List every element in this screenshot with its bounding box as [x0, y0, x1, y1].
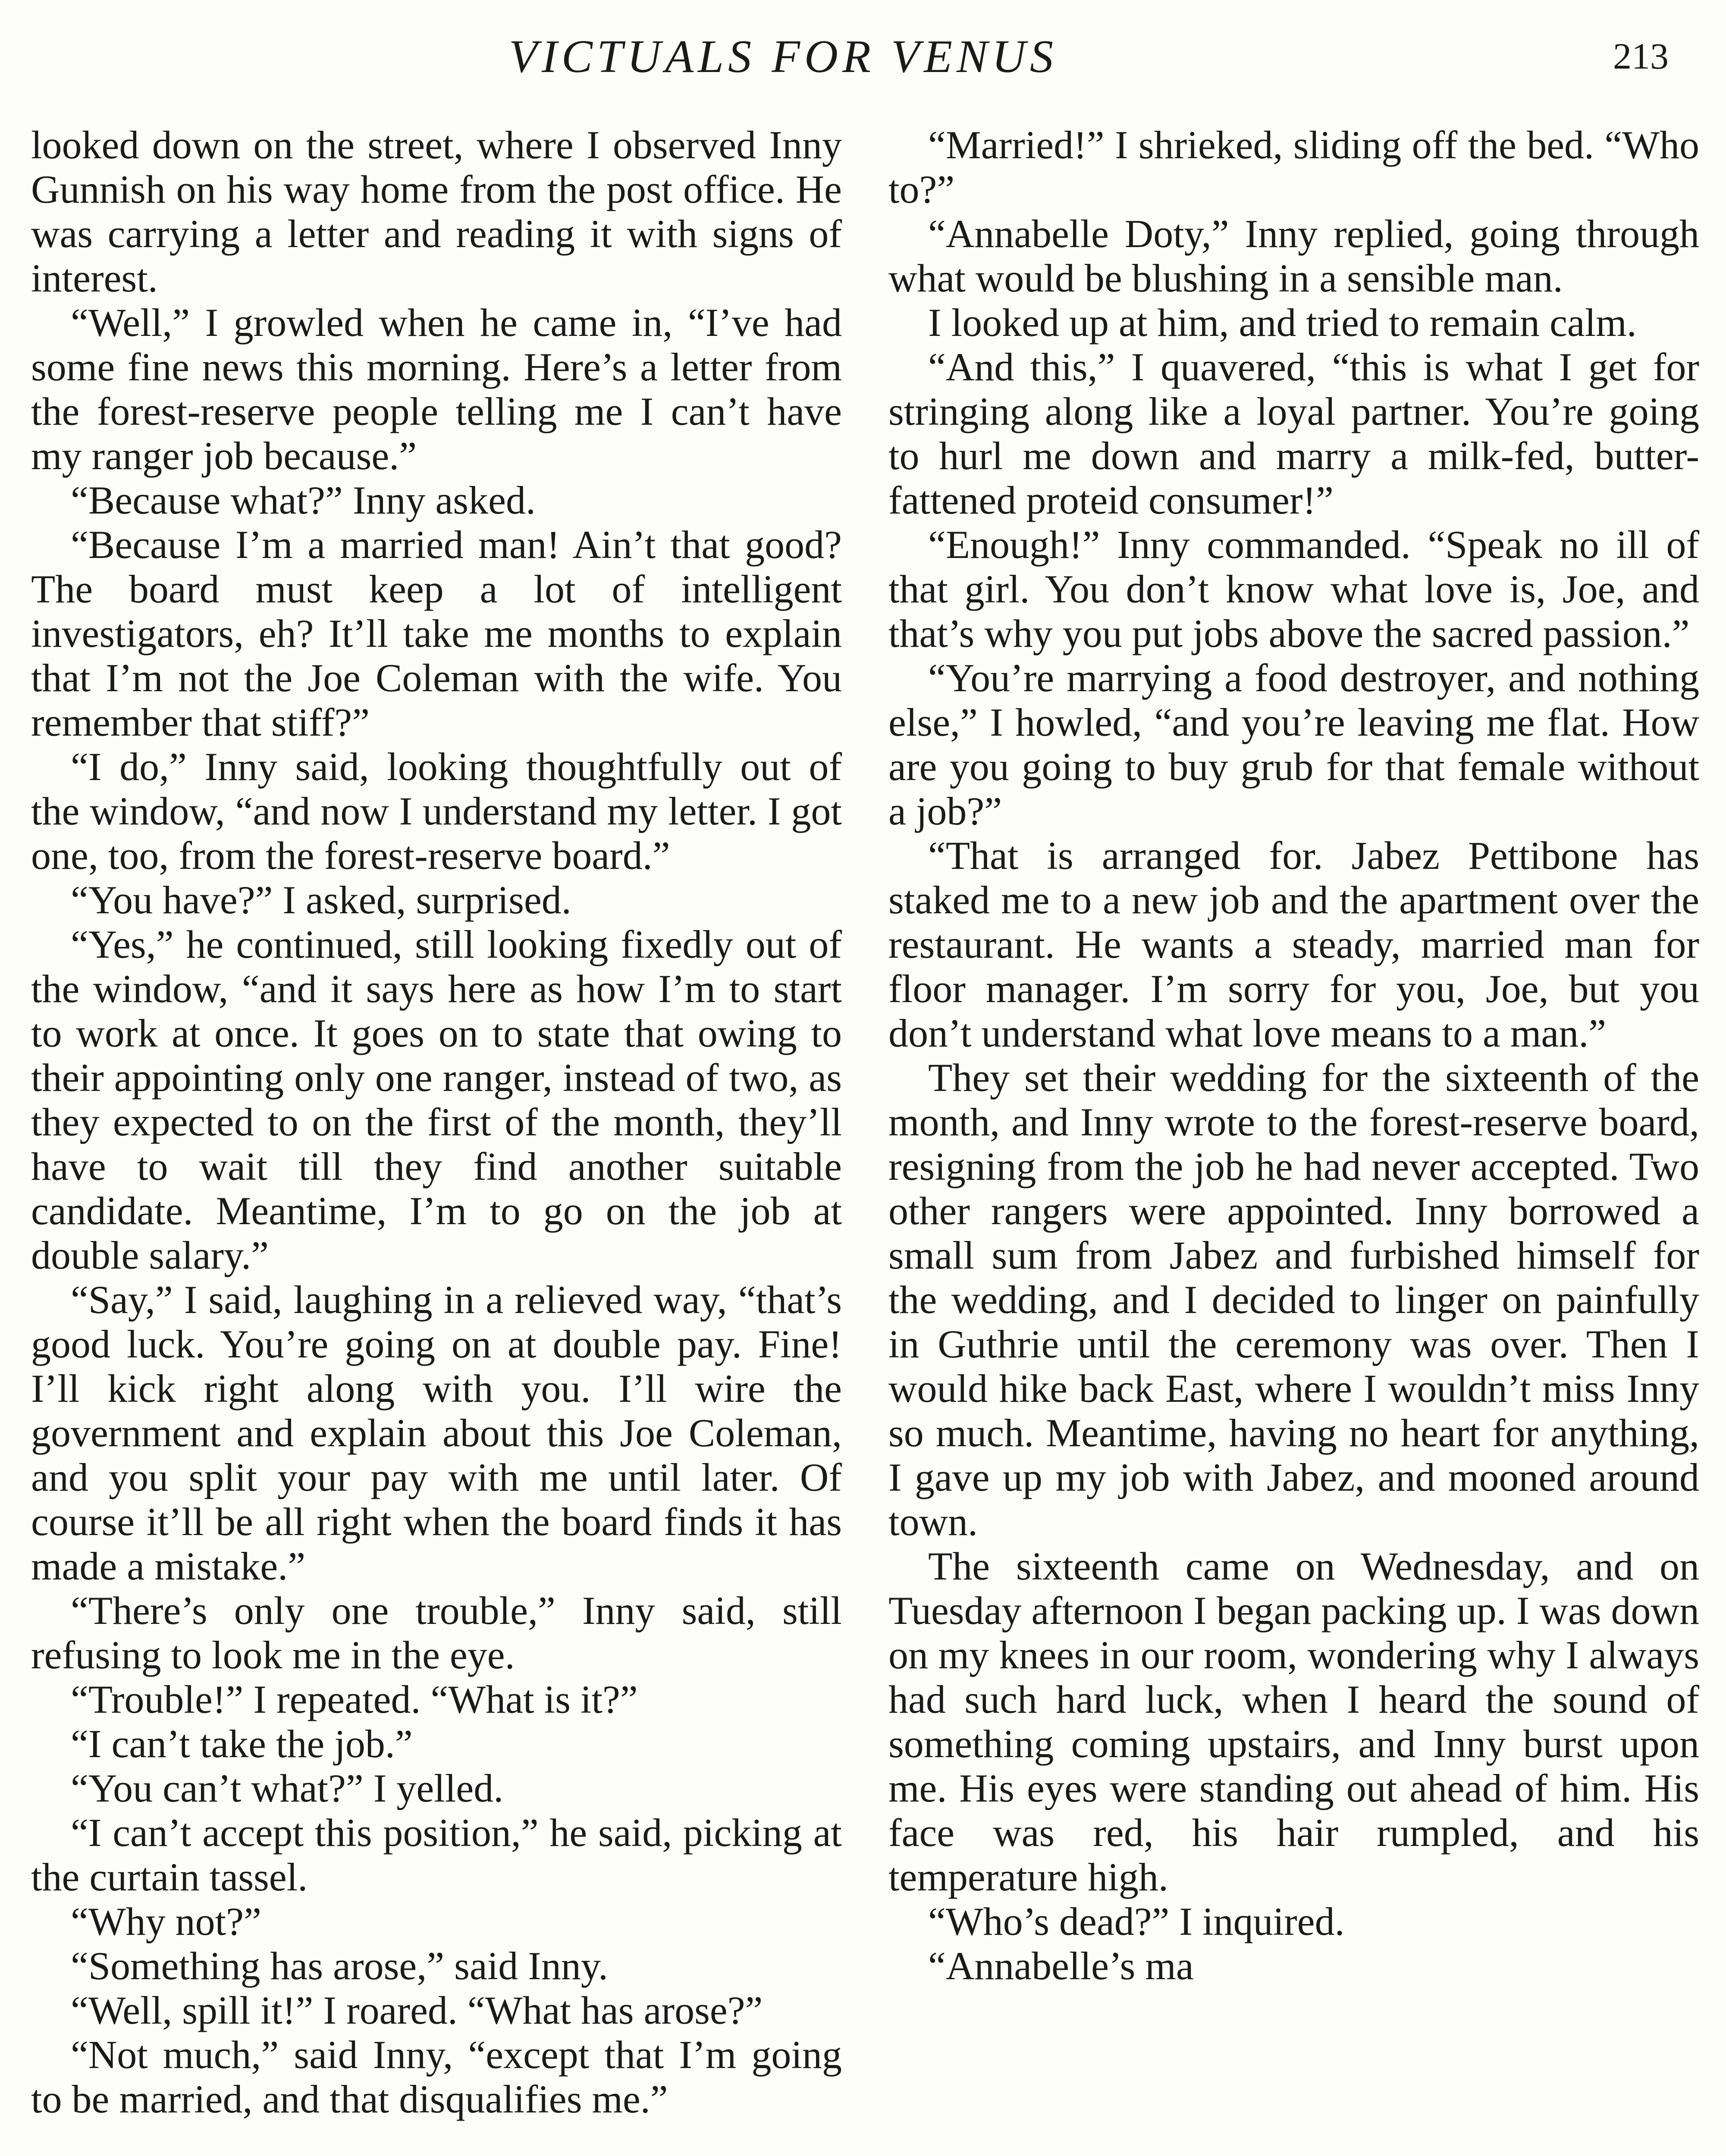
paragraph: “I can’t accept this position,” he said, picking at the curtain tassel.: [31, 1811, 842, 1899]
paragraph: “I can’t take the job.”: [71, 1722, 413, 1766]
paragraph: “Well,” I growled when he came in, “I’ve had some fine news this morning. Here’s a letter from the forest-reserve people telling me I can’t have my ranger job because.”: [31, 301, 842, 478]
paragraph: “Who’s dead?” I inquired.: [928, 1899, 1345, 1943]
text-column-left: [31, 123, 842, 2122]
paragraph: “There’s only one trouble,” Inny said, still refusing to look me in the eye.: [31, 1589, 842, 1677]
paragraph: looked down on the street, where I observed Inny Gunnish on his way home from the post office. He was carrying a letter and reading it with signs of interest.: [31, 123, 842, 300]
paragraph: “Something has arose,” said Inny.: [71, 1944, 608, 1988]
paragraph: “Married!” I shrieked, sliding off the bed. “Who to?”: [888, 123, 1699, 211]
text-column-right: [888, 123, 1699, 1988]
paragraph: “You’re marrying a food destroyer, and nothing else,” I howled, “and you’re leaving me flat. How are you going to buy grub for that female without a job?”: [888, 656, 1699, 833]
paragraph: “Yes,” he continued, still looking fixedly out of the window, “and it says here as how I’m to start to work at once. It goes on to state that owing to their appointing only one ranger, instead of two, as they expected to on the first of the month, they’ll have to wait till they find another suitable candidate. Meantime, I’m to go on the job at double salary.”: [31, 922, 842, 1277]
paragraph: “Annabelle’s ma: [928, 1944, 1194, 1988]
paragraph: “That is arranged for. Jabez Pettibone has staked me to a new job and the apartment over the restaurant. He wants a steady, married man for floor manager. I’m sorry for you, Joe, but you don’t understand what love means to a man.”: [888, 834, 1699, 1055]
paragraph: “Say,” I said, laughing in a relieved way, “that’s good luck. You’re going on at double pay. Fine! I’ll kick right along with you. I’ll wire the government and explain about this Joe Coleman, and you split your pay with me until later. Of course it’ll be all right when the board finds it has made a mistake.”: [31, 1278, 842, 1588]
paragraph: “You have?” I asked, surprised.: [71, 878, 571, 922]
paragraph: “Trouble!” I repeated. “What is it?”: [71, 1677, 638, 1721]
paragraph: “And this,” I quavered, “this is what I get for stringing along like a loyal partner. You’re going to hurl me down and marry a milk-fed, butter-fattened proteid consumer!”: [888, 345, 1699, 522]
paragraph: I looked up at him, and tried to remain calm.: [928, 301, 1637, 345]
paragraph: “Not much,” said Inny, “except that I’m going to be married, and that disqualifies me.”: [31, 2033, 842, 2121]
running-title: VICTUALS FOR VENUS: [509, 31, 1058, 82]
paragraph: “Annabelle Doty,” Inny replied, going through what would be blushing in a sensible man.: [888, 212, 1699, 300]
paragraph: “Well, spill it!” I roared. “What has arose?”: [71, 1988, 763, 2032]
paragraph: “Because what?” Inny asked.: [71, 478, 536, 522]
paragraph: “Why not?”: [71, 1899, 261, 1943]
paragraph: The sixteenth came on Wednesday, and on Tuesday afternoon I began packing up. I was down on my knees in our room, wondering why I always had such hard luck, when I heard the sound of something coming upstairs, and Inny burst upon me. His eyes were standing out ahead of him. His face was red, his hair rumpled, and his temperature high.: [888, 1544, 1699, 1899]
paragraph: “Because I’m a married man! Ain’t that good? The board must keep a lot of intelligent investigators, eh? It’ll take me months to explain that I’m not the Joe Coleman with the wife. You remember that stiff?”: [31, 523, 842, 744]
paragraph: “You can’t what?” I yelled.: [71, 1766, 504, 1810]
paragraph: They set their wedding for the sixteenth of the month, and Inny wrote to the forest-reserve board, resigning from the job he had never accepted. Two other rangers were appointed. Inny borrowed a small sum from Jabez and furbished himself for the wedding, and I decided to linger on painfully in Guthrie until the ceremony was over. Then I would hike back East, where I wouldn’t miss Inny so much. Meantime, having no heart for anything, I gave up my job with Jabez, and mooned around town.: [888, 1056, 1699, 1544]
paragraph: “Enough!” Inny commanded. “Speak no ill of that girl. You don’t know what love is, Joe, and that’s why you put jobs above the sacred passion.”: [888, 523, 1699, 655]
page-number: 213: [1613, 35, 1669, 77]
paragraph: “I do,” Inny said, looking thoughtfully out of the window, “and now I understand my letter. I got one, too, from the forest-reserve board.”: [31, 745, 842, 877]
running-header: [0, 30, 1726, 95]
